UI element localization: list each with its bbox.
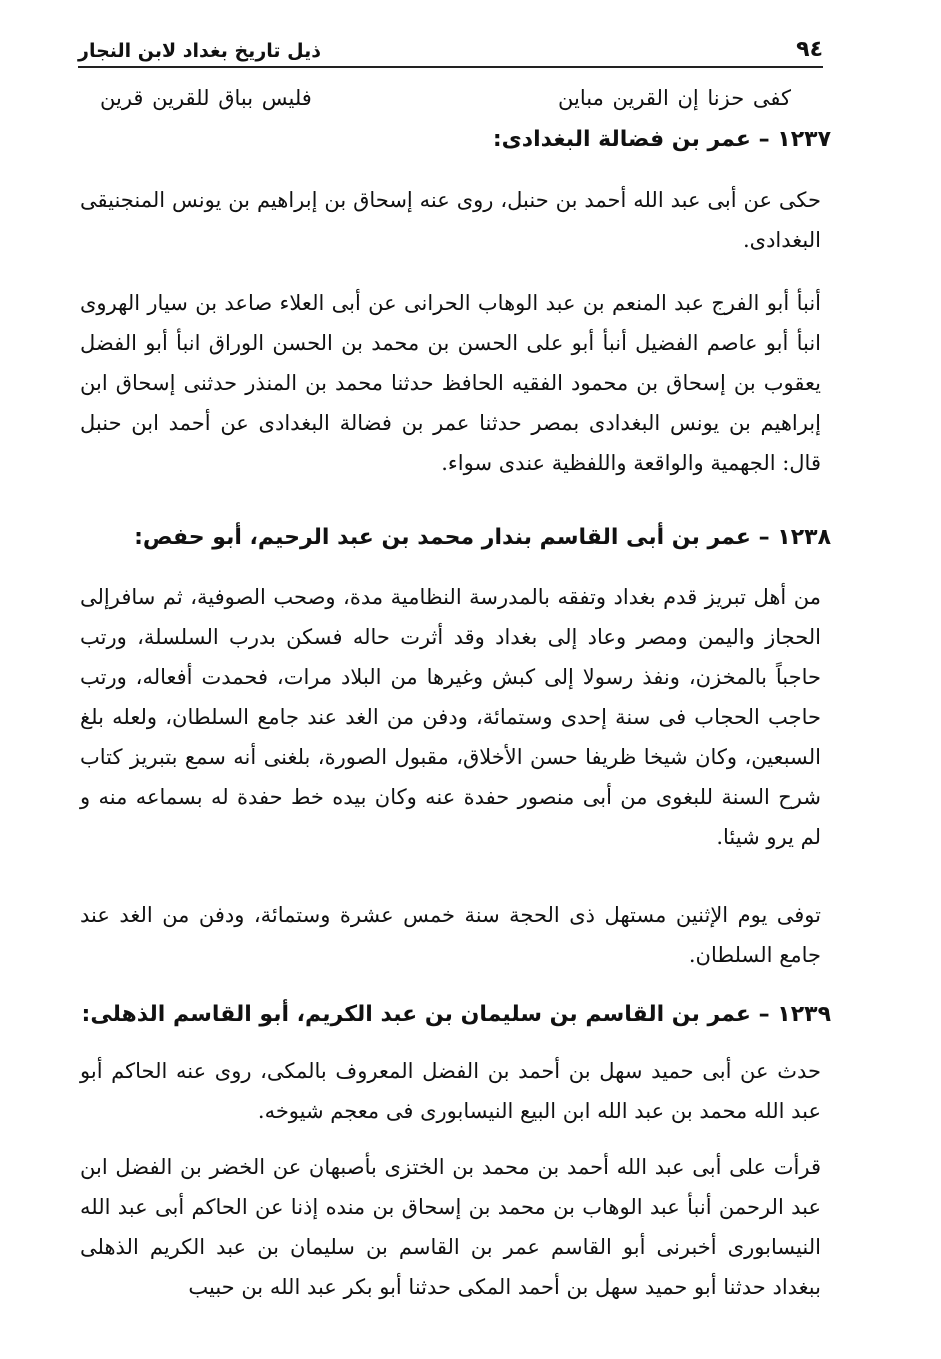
running-title: ذيل تاريخ بغداد لابن النجار — [78, 40, 321, 62]
entry-heading-1237: ١٢٣٧ – عمر بن فضالة البغدادى: — [492, 127, 831, 152]
entry-heading-1238: ١٢٣٨ – عمر بن أبى القاسم بندار محمد بن عبد الرحيم، أبو حفص: — [134, 525, 831, 550]
page-number: ٩٤ — [796, 37, 823, 62]
entry-paragraph: أنبأ أبو الفرج عبد المنعم بن عبد الوهاب الحرانى عن أبى العلاء صاعد بن سيار الهروى انبأ أبو عاصم الفضيل أنبأ أبو على الحسن بن محمد بن الحسن الوراق انبأ أبو الفضل يعقوب بن إسحاق بن محمود الفقيه الحافظ حدثنا محمد بن المنذر حدثنى إسحاق ابن إبراهيم بن يونس البغدادى بمصر حدثنا عمر بن فضالة البغدادى عن أحمد ابن حنبل قال: الجهمية والواقعة واللفظية عندى سواء. — [80, 291, 822, 475]
entry-heading-1239: ١٢٣٩ – عمر بن القاسم بن سليمان بن عبد الكريم، أبو القاسم الذهلى: — [81, 1002, 831, 1027]
entry-paragraph: حدث عن أبى حميد سهل بن أحمد بن الفضل المعروف بالمكى، روى عنه الحاكم أبو عبد الله محمد بن عبد الله ابن البيع النيسابورى فى معجم شيوخه. — [80, 1059, 821, 1123]
entry-paragraph: من أهل تبريز قدم بغداد وتفقه بالمدرسة النظامية مدة، وصحب الصوفية، ثم سافرإلى الحجاز واليمن ومصر وعاد إلى بغداد وقد أثرت حاله فسكن بدرب السلسلة، ورتب حاجباً بالمخزن، ونفذ رسولا إلى كبش وغيرها من البلاد مرات، فحمدت أفعاله، ورتب حاجب الحجاب فى سنة إحدى وستمائة، ودفن من الغد عند جامع السلطان، ولعله بلغ السبعين، وكان شيخا ظريفا حسن الأخلاق، مقبول الصورة، بلغنى أنه سمع بتبريز كتاب شرح السنة للبغوى من أبى منصور حفدة عنه وكان بيده خط حفدة له بسماعه منه و لم يرو شيئا. — [80, 585, 821, 849]
header-rule — [78, 66, 823, 68]
running-header — [78, 28, 823, 62]
entry-paragraph: قرأت على أبى عبد الله أحمد بن محمد بن الختزى بأصبهان عن الخضر بن الفضل ابن عبد الرحمن أنبأ عبد الوهاب بن محمد بن إسحاق بن منده إذنا عن الحاكم أبى عبد الله النيسابورى أخبرنى أبو القاسم عمر بن القاسم بن سليمان بن عبد الكريم الذهلى ببغداد حدثنا أبو حميد سهل بن أحمد المكى حدثنا أبو بكر عبد الله بن حبيب — [80, 1155, 821, 1299]
entry-paragraph: توفى يوم الإثنين مستهل ذى الحجة سنة خمس عشرة وستمائة، ودفن من الغد عند جامع السلطان. — [80, 903, 821, 967]
verse-first-hemistich: كفى حزنا إن القرين مباين — [558, 86, 791, 110]
entry-paragraph: حكى عن أبى عبد الله أحمد بن حنبل، روى عنه إسحاق بن إبراهيم بن يونس المنجنيقى البغدادى. — [80, 188, 821, 252]
poetry-verse — [100, 78, 791, 118]
verse-second-hemistich: فليس بباق للقرين قرين — [100, 86, 312, 110]
